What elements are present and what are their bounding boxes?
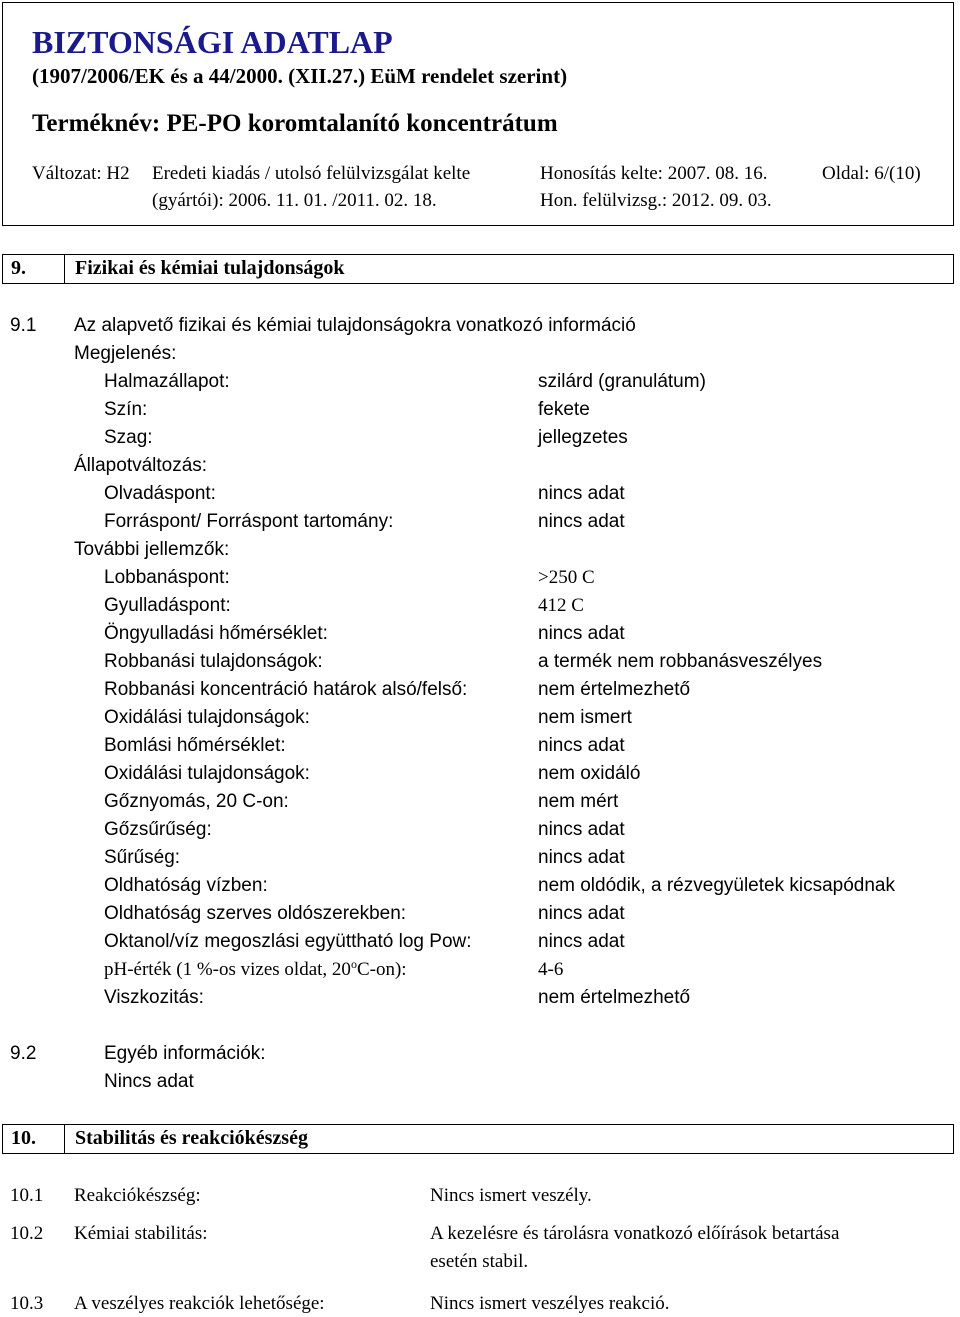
item-value: A kezelésre és tárolásra vonatkozó előírások betartása bbox=[430, 1223, 840, 1244]
property-label: Gyulladáspont: bbox=[104, 595, 231, 616]
property-label: Oxidálási tulajdonságok: bbox=[104, 763, 310, 784]
group-label-state-change: Állapotváltozás: bbox=[74, 455, 208, 476]
property-value: nem mért bbox=[538, 791, 619, 812]
property-value: nincs adat bbox=[538, 735, 625, 756]
item-value: Nincs ismert veszélyes reakció. bbox=[430, 1293, 670, 1314]
property-label: Oldhatóság szerves oldószerekben: bbox=[104, 903, 407, 924]
subsection-title: Egyéb információk: bbox=[104, 1043, 266, 1064]
degree-sup: o bbox=[350, 957, 357, 971]
section-title: Fizikai és kémiai tulajdonságok bbox=[75, 257, 345, 279]
property-value: nincs adat bbox=[538, 511, 625, 532]
property-value: nincs adat bbox=[538, 847, 625, 868]
group-label-other: További jellemzők: bbox=[74, 539, 230, 560]
subsection-number: 9.2 bbox=[10, 1043, 37, 1064]
property-label: Oldhatóság vízben: bbox=[104, 875, 268, 896]
section-number: 9. bbox=[3, 255, 65, 283]
property-value: nem oldódik, a rézvegyületek kicsapódnak bbox=[538, 875, 895, 896]
item-label: Kémiai stabilitás: bbox=[74, 1223, 208, 1244]
version: Változat: H2 bbox=[32, 163, 130, 184]
section-number: 10. bbox=[3, 1125, 65, 1153]
property-value: a termék nem robbanásveszélyes bbox=[538, 651, 823, 672]
property-label: Szín: bbox=[104, 399, 148, 420]
section-10-heading bbox=[2, 1124, 954, 1154]
property-value: nem oxidáló bbox=[538, 763, 641, 784]
property-label: Viszkozitás: bbox=[104, 987, 204, 1008]
property-value: fekete bbox=[538, 399, 590, 420]
property-label: Gőznyomás, 20 C-on: bbox=[104, 791, 289, 812]
ph-label-text: pH-érték (1 %-os vizes oldat, 20 bbox=[104, 959, 351, 980]
property-label: Szag: bbox=[104, 427, 153, 448]
section-title: Stabilitás és reakciókészség bbox=[75, 1127, 308, 1149]
document-title: BIZTONSÁGI ADATLAP bbox=[32, 24, 393, 60]
item-number: 10.3 bbox=[10, 1293, 44, 1314]
property-label: Oktanol/víz megoszlási együttható log Pow: bbox=[104, 931, 472, 952]
property-value: nincs adat bbox=[538, 931, 625, 952]
property-label: Sűrűség: bbox=[104, 847, 181, 868]
property-label: Gőzsűrűség: bbox=[104, 819, 212, 840]
subsection-title: Az alapvető fizikai és kémiai tulajdonságokra vonatkozó információ bbox=[74, 315, 636, 336]
item-number: 10.1 bbox=[10, 1185, 44, 1206]
property-value: nincs adat bbox=[538, 483, 625, 504]
ph-label-unit: C-on): bbox=[356, 959, 407, 980]
localization-date: Honosítás kelte: 2007. 08. 16. bbox=[540, 163, 768, 184]
property-value: nincs adat bbox=[538, 819, 625, 840]
issue-dates: (gyártói): 2006. 11. 01. /2011. 02. 18. bbox=[152, 190, 437, 211]
property-value: >250 C bbox=[538, 567, 595, 588]
property-label: Lobbanáspont: bbox=[104, 567, 230, 588]
property-value: nincs adat bbox=[538, 903, 625, 924]
property-value: nem ismert bbox=[538, 707, 632, 728]
review-date: Hon. felülvizsg.: 2012. 09. 03. bbox=[540, 190, 772, 211]
property-value: nincs adat bbox=[538, 623, 625, 644]
product-name: Terméknév: PE-PO koromtalanító koncentrátum bbox=[32, 110, 558, 137]
property-value: szilárd (granulátum) bbox=[538, 371, 706, 392]
property-value: 4-6 bbox=[538, 959, 564, 980]
section-9-heading bbox=[2, 254, 954, 284]
group-label-appearance: Megjelenés: bbox=[74, 343, 177, 364]
property-label: Olvadáspont: bbox=[104, 483, 216, 504]
property-value: 412 C bbox=[538, 595, 584, 616]
item-value: Nincs ismert veszély. bbox=[430, 1185, 592, 1206]
item-label: Reakciókészség: bbox=[74, 1185, 201, 1206]
property-value: jellegzetes bbox=[538, 427, 628, 448]
property-label: Oxidálási tulajdonságok: bbox=[104, 707, 310, 728]
item-number: 10.2 bbox=[10, 1223, 44, 1244]
property-label: Robbanási koncentráció határok alsó/felső: bbox=[104, 679, 468, 700]
property-value: nem értelmezhető bbox=[538, 987, 691, 1008]
item-value-cont: esetén stabil. bbox=[430, 1251, 529, 1272]
subsection-number: 9.1 bbox=[10, 315, 37, 336]
property-label: Halmazállapot: bbox=[104, 371, 230, 392]
property-label: Forráspont/ Forráspont tartomány: bbox=[104, 511, 394, 532]
item-label: A veszélyes reakciók lehetősége: bbox=[74, 1293, 325, 1314]
property-value: nem értelmezhető bbox=[538, 679, 691, 700]
subsection-text: Nincs adat bbox=[104, 1071, 194, 1092]
regulation-subtitle: (1907/2006/EK és a 44/2000. (XII.27.) EüM rendelet szerint) bbox=[32, 64, 568, 88]
property-label: Robbanási tulajdonságok: bbox=[104, 651, 323, 672]
page-number: Oldal: 6/(10) bbox=[822, 163, 921, 184]
property-label: Öngyulladási hőmérséklet: bbox=[104, 623, 328, 644]
ph-label bbox=[104, 959, 407, 981]
issue-label: Eredeti kiadás / utolsó felülvizsgálat kelte bbox=[152, 163, 471, 184]
property-label: Bomlási hőmérséklet: bbox=[104, 735, 286, 756]
